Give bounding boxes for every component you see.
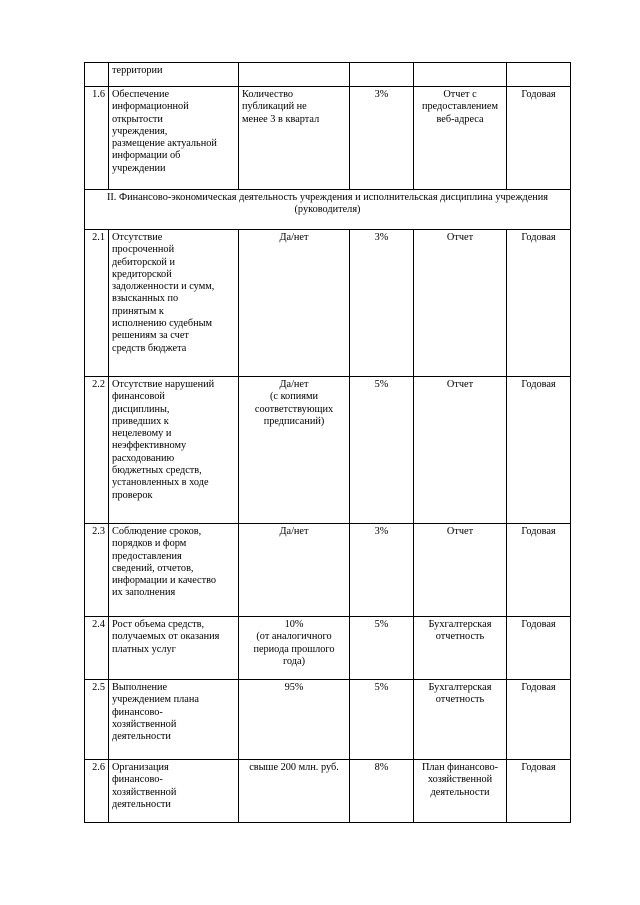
indicator-period: Годовая	[507, 377, 571, 524]
indicator-value: Количество публикаций не менее 3 в квартал	[239, 87, 350, 190]
indicator-value: свыше 200 млн. руб.	[239, 760, 350, 823]
row-number: 2.5	[85, 680, 109, 760]
indicator-period	[507, 63, 571, 87]
indicator-value: Да/нет (с копиями соответствующих предписаний)	[239, 377, 350, 524]
indicator-value: Да/нет	[239, 230, 350, 377]
table-row	[85, 617, 571, 680]
indicator-weight	[350, 63, 414, 87]
indicator-weight: 5%	[350, 680, 414, 760]
section-row	[85, 190, 571, 230]
indicator-name: Соблюдение сроков, порядков и форм предоставления сведений, отчетов, информации и качество их заполнения	[109, 524, 239, 617]
row-number: 2.4	[85, 617, 109, 680]
indicator-source: Отчет	[414, 230, 507, 377]
row-number: 2.6	[85, 760, 109, 823]
indicators-table	[84, 62, 571, 823]
indicator-weight: 3%	[350, 87, 414, 190]
indicator-source: Бухгалтерская отчетность	[414, 680, 507, 760]
indicator-name: территории	[109, 63, 239, 87]
indicator-source	[414, 63, 507, 87]
indicator-weight: 5%	[350, 377, 414, 524]
indicator-name: Рост объема средств, получаемых от оказания платных услуг	[109, 617, 239, 680]
indicator-period: Годовая	[507, 760, 571, 823]
indicator-source: План финансово- хозяйственной деятельности	[414, 760, 507, 823]
indicator-name: Отсутствие нарушений финансовой дисциплины, приведших к нецелевому и неэффективному расходованию бюджетных средств, установленных в ходе проверок	[109, 377, 239, 524]
indicator-period: Годовая	[507, 87, 571, 190]
table-row	[85, 524, 571, 617]
indicator-period: Годовая	[507, 617, 571, 680]
indicator-weight: 3%	[350, 524, 414, 617]
indicator-value: 95%	[239, 680, 350, 760]
table-row	[85, 377, 571, 524]
indicator-value	[239, 63, 350, 87]
indicator-source: Бухгалтерская отчетность	[414, 617, 507, 680]
table-row	[85, 87, 571, 190]
indicator-weight: 3%	[350, 230, 414, 377]
indicator-name: Обеспечение информационной открытости учреждения, размещение актуальной информации об учреждении	[109, 87, 239, 190]
row-number	[85, 63, 109, 87]
indicator-source: Отчет	[414, 377, 507, 524]
indicator-value: Да/нет	[239, 524, 350, 617]
indicator-weight: 8%	[350, 760, 414, 823]
section-title: II. Финансово-экономическая деятельность учреждения и исполнительская дисциплина учреждения (руководителя)	[85, 190, 571, 230]
indicator-source: Отчет с предоставлением веб-адреса	[414, 87, 507, 190]
indicator-value: 10% (от аналогичного периода прошлого года)	[239, 617, 350, 680]
indicator-period: Годовая	[507, 524, 571, 617]
indicator-name: Выполнение учреждением плана финансово- хозяйственной деятельности	[109, 680, 239, 760]
table-row	[85, 63, 571, 87]
indicator-name: Организация финансово- хозяйственной деятельности	[109, 760, 239, 823]
row-number: 1.6	[85, 87, 109, 190]
row-number: 2.2	[85, 377, 109, 524]
row-number: 2.3	[85, 524, 109, 617]
row-number: 2.1	[85, 230, 109, 377]
table-row	[85, 230, 571, 377]
table-row	[85, 680, 571, 760]
indicator-source: Отчет	[414, 524, 507, 617]
indicator-period: Годовая	[507, 230, 571, 377]
indicator-weight: 5%	[350, 617, 414, 680]
table-row	[85, 760, 571, 823]
indicator-period: Годовая	[507, 680, 571, 760]
indicator-name: Отсутствие просроченной дебиторской и кредиторской задолженности и сумм, взысканных по принятым к исполнению судебным решениям за счет средств бюджета	[109, 230, 239, 377]
